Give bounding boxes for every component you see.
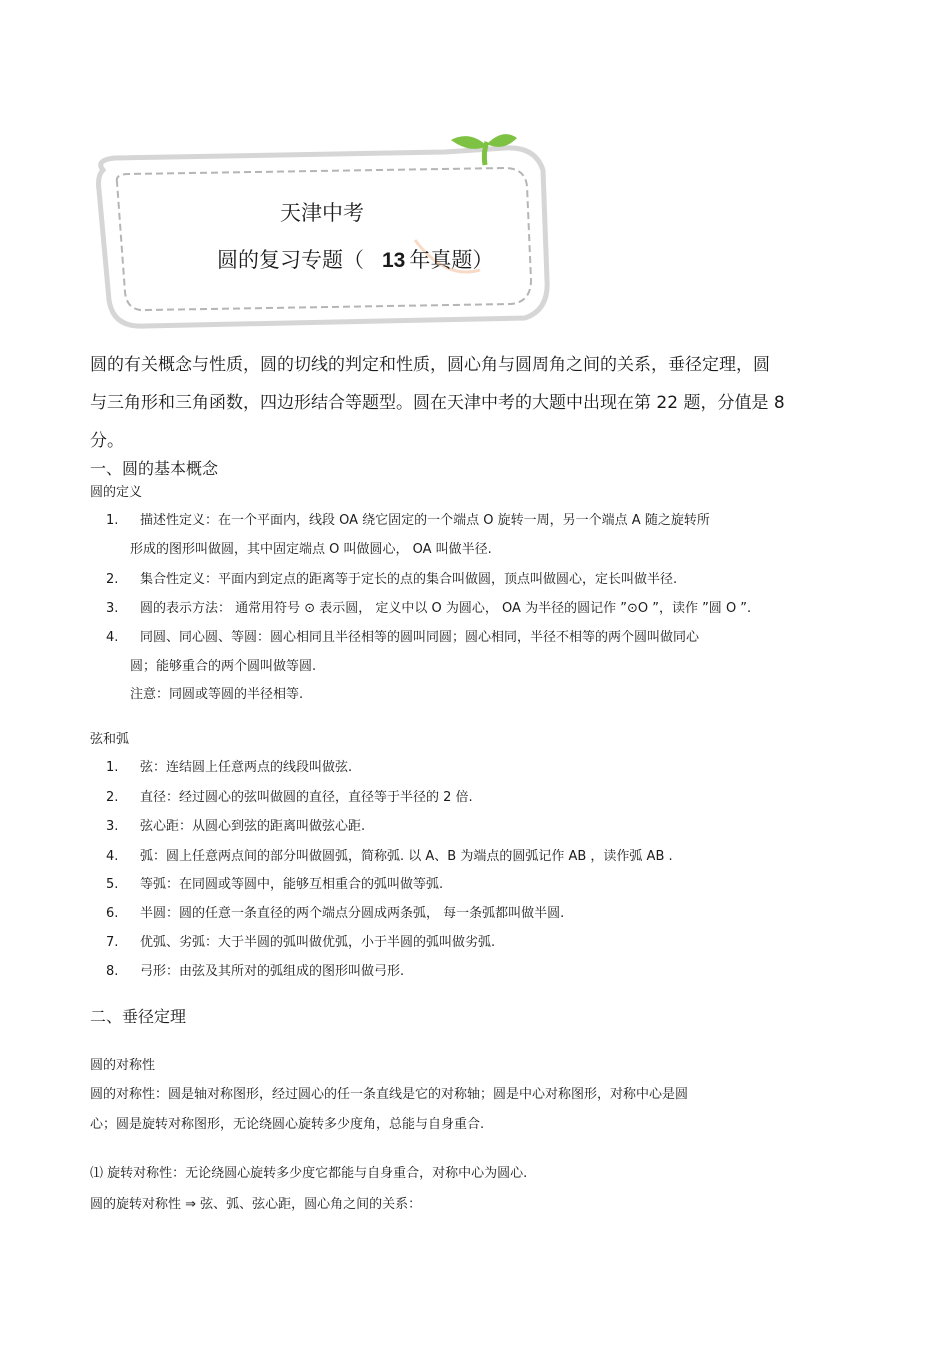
list-item: 5. 等弧：在同圆或等圆中，能够互相重合的弧叫做等弧.: [106, 877, 444, 892]
paragraph: ⑴ 旋转对称性：无论绕圆心旋转多少度它都能与自身重合，对称中心为圆心.: [90, 1166, 528, 1181]
list-item: 圆；能够重合的两个圆叫做等圆.: [130, 659, 317, 674]
subheading-definition: 圆的定义: [90, 485, 143, 500]
paragraph: 圆的对称性：圆是轴对称图形，经过圆心的任一条直线是它的对称轴；圆是中心对称图形，对称中心是圆: [90, 1087, 689, 1102]
list-item: 4. 同圆、同心圆、等圆：圆心相同且半径相等的圆叫同圆；圆心相同，半径不相等的两个圆叫做同心: [106, 630, 700, 645]
section-heading-2: 二、垂径定理: [90, 1007, 187, 1026]
list-item: 2. 集合性定义：平面内到定点的距离等于定长的点的集合叫做圆，顶点叫做圆心，定长叫做半径.: [106, 572, 678, 587]
intro-line-1: 圆的有关概念与性质，圆的切线的判定和性质，圆心角与圆周角之间的关系，垂径定理，圆: [90, 355, 770, 375]
list-item: 8. 弓形：由弦及其所对的弧组成的图形叫做弓形.: [106, 964, 405, 979]
list-item: 2. 直径：经过圆心的弦叫做圆的直径，直径等于半径的 2 倍.: [106, 790, 473, 805]
subheading-symmetry: 圆的对称性: [90, 1058, 156, 1073]
title-frame: [85, 130, 565, 340]
intro-line-3: 分。: [90, 431, 124, 451]
list-item: 3. 圆的表示方法： 通常用符号 ⊙ 表示圆， 定义中以 O 为圆心， OA 为半径的圆记作 ”⊙O ”，读作 ”圆 O ”.: [106, 601, 752, 616]
list-item: 形成的图形叫做圆，其中固定端点 O 叫做圆心， OA 叫做半径.: [130, 542, 492, 557]
list-item: 1. 弦：连结圆上任意两点的线段叫做弦.: [106, 760, 353, 775]
paragraph: 圆的旋转对称性 ⇒ 弦、弧、弦心距，圆心角之间的关系：: [90, 1197, 422, 1212]
page-title: 天津中考: [280, 201, 364, 225]
page-subtitle: 圆的复习专题（ 13 年真题）: [217, 248, 494, 272]
list-item: 6. 半圆：圆的任意一条直径的两个端点分圆成两条弧， 每一条弧都叫做半圆.: [106, 906, 565, 921]
section-heading-1: 一、圆的基本概念: [90, 459, 219, 478]
list-item: 4. 弧：圆上任意两点间的部分叫做圆弧，简称弧. 以 A、B 为端点的圆弧记作 AB ，读作弧 AB .: [106, 849, 673, 864]
paragraph: 心；圆是旋转对称图形，无论绕圆心旋转多少度角，总能与自身重合.: [90, 1117, 485, 1132]
subheading-chord-arc: 弦和弧: [90, 732, 130, 747]
note: 注意：同圆或等圆的半径相等.: [130, 687, 304, 702]
intro-line-2: 与三角形和三角函数，四边形结合等题型。圆在天津中考的大题中出现在第 22 题，分值是 8: [90, 393, 785, 413]
list-item: 1. 描述性定义：在一个平面内，线段 OA 绕它固定的一个端点 O 旋转一周，另一个端点 A 随之旋转所: [106, 513, 710, 528]
list-item: 7. 优弧、劣弧：大于半圆的弧叫做优弧，小于半圆的弧叫做劣弧.: [106, 935, 496, 950]
list-item: 3. 弦心距：从圆心到弦的距离叫做弦心距.: [106, 819, 366, 834]
